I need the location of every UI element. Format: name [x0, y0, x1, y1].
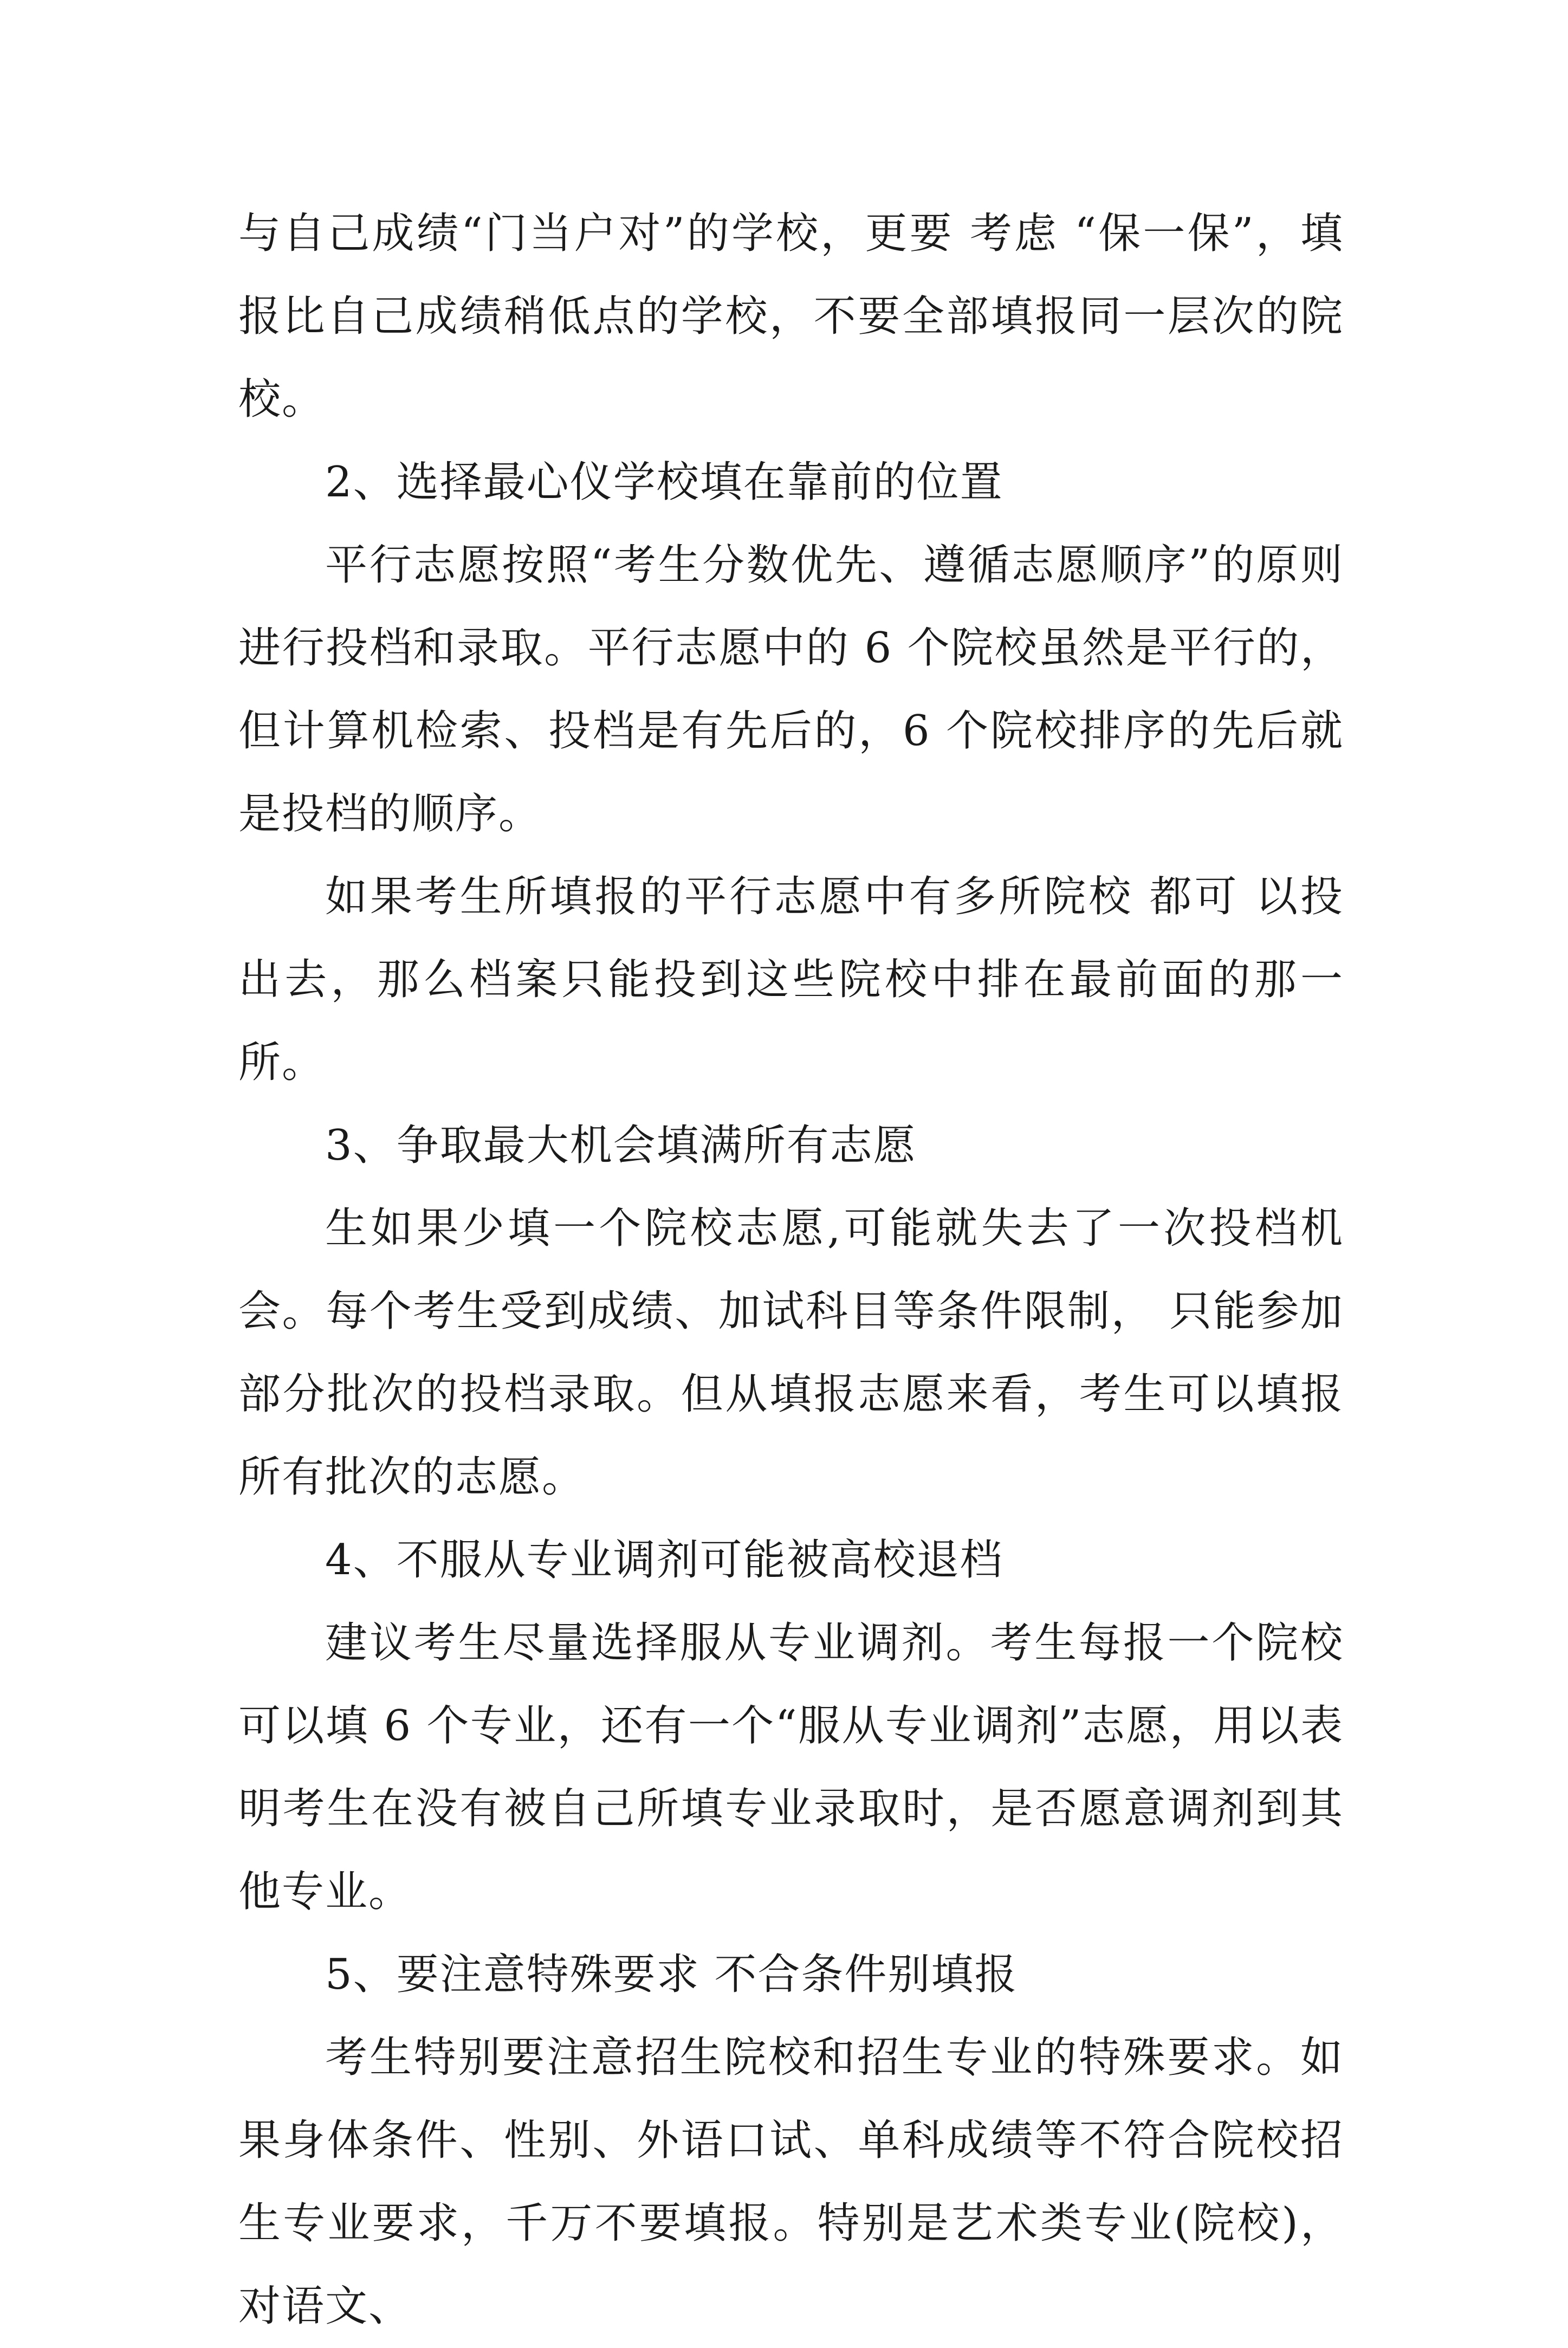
- document-body: [238, 192, 1344, 2348]
- paragraph-major-adjustment: 建议考生尽量选择服从专业调剂。考生每报一个院校可以填 6 个专业，还有一个“服从专业调剂”志愿，用以表明考生在没有被自己所填专业录取时，是否愿意调剂到其他专业。: [238, 1619, 1344, 1916]
- section-heading-4: 4、不服从专业调剂可能被高校退档: [325, 1536, 1003, 1584]
- section-heading-3: 3、争取最大机会填满所有志愿: [325, 1121, 917, 1170]
- paragraph-special-requirements: 考生特别要注意招生院校和招生专业的特殊要求。如果身体条件、性别、外语口试、单科成绩等不符合院校招生专业要求，千万不要填报。特别是艺术类专业(院校)，对语文、: [238, 2033, 1344, 2331]
- paragraph-fill-all: 生如果少填一个院校志愿,可能就失去了一次投档机会。每个考生受到成绩、加试科目等条件限制， 只能参加部分批次的投档录取。但从填报志愿来看，考生可以填报所有批次的志愿。: [238, 1204, 1344, 1502]
- paragraph-parallel-volunteer: 平行志愿按照“考生分数优先、遵循志愿顺序”的原则进行投档和录取。平行志愿中的 6 个院校虽然是平行的，但计算机检索、投档是有先后的，6 个院校排序的先后就是投档的顺序。: [238, 541, 1344, 838]
- section-heading-5: 5、要注意特殊要求 不合条件别填报: [325, 1950, 1018, 1999]
- section-heading-2: 2、选择最心仪学校填在靠前的位置: [325, 458, 1003, 507]
- paragraph-multiple-schools: 如果考生所填报的平行志愿中有多所院校 都可 以投出去，那么档案只能投到这些院校中排在最前面的那一所。: [238, 872, 1344, 1087]
- paragraph-continuation: 与自己成绩“门当户对”的学校，更要 考虑 “保一保”，填报比自己成绩稍低点的学校，不要全部填报同一层次的院校。: [238, 209, 1344, 424]
